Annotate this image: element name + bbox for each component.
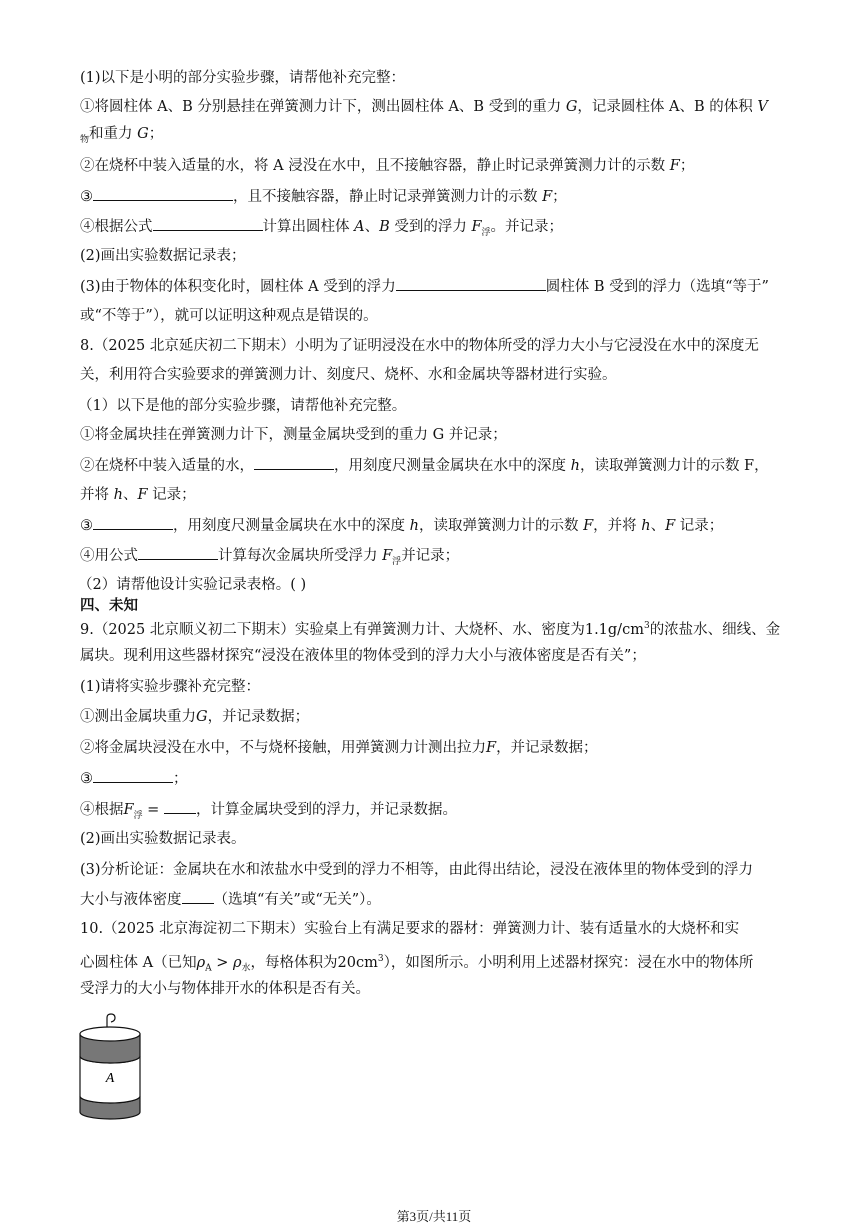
q7-part-3-cont: 或“不等于”），就可以证明这种观点是错误的。 bbox=[80, 308, 378, 324]
q7-step-intro: (1)以下是小明的部分实验步骤，请帮他补充完整： bbox=[80, 70, 406, 86]
q8-step-2-cont: 并将 h、F 记录； bbox=[80, 487, 196, 503]
q9-part-1: (1)请将实验步骤补充完整： bbox=[80, 679, 261, 695]
q8-step-3: ③ ，用刻度尺测量金属块在水中的深度 h，读取弹簧测力计的示数 F，并将 h、F 记录； bbox=[80, 515, 723, 536]
q8-stem-1: 8.（2025 北京延庆初二下期末）小明为了证明浸没在水中的物体所受的浮力大小与它浸没在水中的深度无 bbox=[80, 338, 759, 354]
q7-step-1: ①将圆柱体 A、B 分别悬挂在弹簧测力计下，测出圆柱体 A、B 受到的重力 G，记录圆柱体 A、B 的体积 V bbox=[80, 99, 768, 115]
q7-step-3: ③ ，且不接触容器，静止时记录弹簧测力计的示数 F； bbox=[80, 186, 567, 207]
q9-step-2: ②将金属块浸没在水中，不与烧杯接触，用弹簧测力计测出拉力F，并记录数据； bbox=[80, 740, 598, 756]
q10-stem-3: 受浮力的大小与物体排开水的体积是否有关。 bbox=[80, 981, 370, 997]
q7-part-3: (3)由于物体的体积变化时，圆柱体 A 受到的浮力 圆柱体 B 受到的浮力（选填“等于” bbox=[80, 276, 769, 297]
q9-stem-2: 属块。现利用这些器材探究“浸没在液体里的物体受到的浮力大小与液体密度是否有关”； bbox=[80, 648, 646, 664]
q7-step-1-cont: $_物$和重力 G； bbox=[80, 126, 164, 145]
answer-blank bbox=[153, 216, 263, 231]
q8-step-1: ①将金属块挂在弹簧测力计下，测量金属块受到的重力 G 并记录； bbox=[80, 427, 507, 443]
page-footer: 第3页/共11页 bbox=[396, 1209, 472, 1224]
q7-part-2: (2)画出实验数据记录表； bbox=[80, 248, 246, 264]
q9-stem-1: 9.（2025 北京顺义初二下期末）实验桌上有弹簧测力计、大烧杯、水、密度为$1.1g/cm^3$的浓盐水、细线、金 bbox=[80, 621, 781, 638]
q9-part-3-cont: 大小与液体密度 （选填“有关”或“无关”）。 bbox=[80, 889, 381, 910]
q8-step-4: ④用公式 计算每次金属块所受浮力 $F_浮$并记录； bbox=[80, 545, 459, 572]
cylinder-label: A bbox=[105, 1071, 115, 1086]
answer-blank bbox=[396, 276, 546, 291]
answer-blank bbox=[93, 515, 173, 530]
q9-step-3: ③ ； bbox=[80, 768, 188, 789]
answer-blank bbox=[138, 545, 218, 560]
q9-step-1: ①测出金属块重力G，并记录数据； bbox=[80, 709, 310, 725]
answer-blank bbox=[164, 799, 196, 814]
q8-part-2: （2）请帮他设计实验记录表格。( ) bbox=[78, 577, 307, 593]
q9-part-3: (3)分析论证：金属块在水和浓盐水中受到的浮力不相等，由此得出结论，浸没在液体里的物体受到的浮力 bbox=[80, 862, 754, 878]
section-heading: 四、未知 bbox=[80, 598, 138, 614]
q8-stem-2: 关，利用符合实验要求的弹簧测力计、刻度尺、烧杯、水和金属块等器材进行实验。 bbox=[80, 367, 617, 383]
answer-blank bbox=[182, 889, 214, 904]
q7-step-2: ②在烧杯中装入适量的水，将 A 浸没在水中，且不接触容器，静止时记录弹簧测力计的示数 F； bbox=[80, 158, 695, 174]
answer-blank bbox=[254, 455, 334, 470]
q9-step-4: ④根据$F_浮$ = ，计算金属块受到的浮力，并记录数据。 bbox=[80, 799, 457, 826]
q10-stem-1: 10.（2025 北京海淀初二下期末）实验台上有满足要求的器材：弹簧测力计、装有适量水的大烧杯和实 bbox=[80, 921, 740, 937]
q7-step-4: ④根据公式 计算出圆柱体 A、B 受到的浮力 $F_浮$。并记录； bbox=[80, 216, 563, 243]
cylinder-figure bbox=[76, 1012, 146, 1126]
answer-blank bbox=[93, 768, 173, 783]
q9-part-2: (2)画出实验数据记录表。 bbox=[80, 831, 246, 847]
q8-step-2: ②在烧杯中装入适量的水， ，用刻度尺测量金属块在水中的深度 h，读取弹簧测力计的示数 F， bbox=[80, 455, 769, 476]
answer-blank bbox=[93, 186, 233, 201]
q8-part-1: （1）以下是他的部分实验步骤，请帮他补充完整。 bbox=[78, 398, 407, 414]
q10-stem-2: 心圆柱体 A（已知$\rho_A > \rho_水$，每格体积为$20cm^3$），如图所示。小明利用上述器材探究：浸在水中的物体所 bbox=[80, 954, 754, 974]
